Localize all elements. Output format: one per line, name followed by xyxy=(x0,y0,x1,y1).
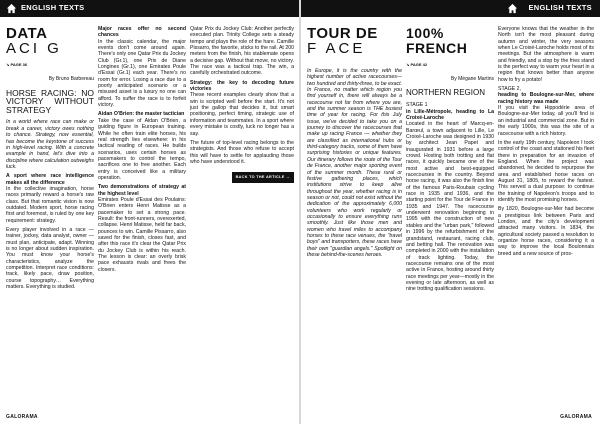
article-title xyxy=(6,26,94,56)
page-reference: ↘ PAGE 42 xyxy=(406,62,428,67)
title-line-1: TOUR DE xyxy=(307,26,378,42)
section-header-bar xyxy=(301,0,600,17)
stage-label: STAGE 1 xyxy=(406,102,428,109)
paragraph: Qatar Prix du Jockey Club: Another perfectly executed plan. Trinity College sets a steady tempo and plays the role of the hare. Camille Pissarro, the favorite, sticks to the rail. At 200 meters from the finish, his stablemate opens a decisive gap. Without that move, no victory. The race was a tactical trap. The win, a carefully orchestrated outcome. xyxy=(190,26,294,77)
page-reference: ↘ PAGE 36 xyxy=(6,62,28,67)
stage-heading: heading to Boulogne-sur-Mer, where racing history was made xyxy=(498,92,594,105)
home-icon[interactable] xyxy=(6,3,17,14)
stage-heading: in Lille-Métropole, heading to La Croixé-Laroche xyxy=(406,108,494,121)
footer-brand: GALORAMA xyxy=(6,414,38,420)
subheading: A sport where race intelligence makes all the difference xyxy=(6,173,94,186)
paragraph: Every player involved in a race — trainer, jockey, data analyst, owner — must plan, anticipate, adapt. Winning is no longer about sudden inspiration. You must know your horse's characteristics, analyze the competition. Interpret race conditions: track, likely pace, draw position, course topography… Everything matters. Everything is studied. xyxy=(6,226,94,291)
right-page xyxy=(301,0,600,424)
right-column-1 xyxy=(307,26,402,402)
paragraph: Emirates Poule d'Essai des Poulains: O'Brien enters Henri Matisse as a pacemaker to set a strong pace. Result: the front-runners, overexerted, collapse. Henri Matisse, held far back, pounces to win. Camille Pissarro, also saved for the finish, closes fast, and after this race it's clear the Qatar Prix du Jockey Club is within his reach. The lesson is clear: an overly brisk pace exhausts rivals and frees the closers. xyxy=(98,196,186,273)
paragraph: If you visit the Hippodérie area of Boulogne-sur-Mer today, all you'll find is an industrial and commercial zone. But in the early 1900s, this was the site of a racecourse with a rich history. xyxy=(498,105,594,137)
region-heading: NORTHERN REGION xyxy=(406,87,485,97)
byline: By Bruno Barbereau xyxy=(48,76,94,83)
section-label: ENGLISH TEXTS xyxy=(21,3,85,12)
left-page xyxy=(0,0,299,424)
paragraph: In the classic calendar, the major events don't come around again. There's only one Qatar Prix du Jockey Club (Gr.1), one Prix de Diane Longines (Gr.1), one Emirates Poule d'Essai (Gr.1) each year. There's no room for error. Losing a race due to a poorly anticipated scenario or a misused asset is a luxury no one can afford. To suffer the race is to forfeit victory. xyxy=(98,38,186,109)
footer-brand: GALORAMA xyxy=(560,414,592,420)
intro-paragraph: In Europe, it is the country with the highest number of active racecourses—two hundred and thirty-three, to be exact. In France, no matter which region you find yourself in, there will always be a racecourse not far from where you are, and the summer season is THE busiest time of year for racing. For this July issue, we've decided to take you on a journey to discover the racecourses that make up racing France — whether they are classified as international hubs or third-category tracks, some of them have surprising histories or unique features. Our itinerary follows the route of the Tour de France, another major sporting event of the summer month. These rural or festive gathering places, which institutions strive to keep alive throughout the year, whether racing is in season or not, could not exist without the dedication of the approximately 6,000 volunteers who work regularly or occasionally to ensure everything runs smoothly. Just like those men and women who travel miles to accompany horses to these race venues, the "travel boys" and transporters, these races have their own "guardian angels." Spotlight on these behind-the-scenes heroes. xyxy=(307,68,402,258)
title-line-2: F ACE xyxy=(307,40,366,57)
section-header-bar xyxy=(0,0,299,17)
subheading: Aidan O'Brien: the master tactician xyxy=(98,111,185,118)
subheading: Two demonstrations of strategy at the highest level xyxy=(98,184,186,197)
right-column-3 xyxy=(498,26,594,402)
stage-label: STAGE 2, xyxy=(498,86,521,93)
paragraph: Located in the heart of Marcq-en-Barœul, a town adjacent to Lille, Le Croixé-Laroche was designed in 1930 by architect Jean Papet and inaugurated in 1931 before a large crowd. Hosting both trotting and flat races, it quickly became one of the most active and best-equipped racecourses in the country. Beyond horse racing, it was also the finish line of the famous Paris-Roubaix cycling race in 1935 and 1936, and the starting point for the Tour de France in 1935 and 1947. The racecourse underwent renovation beginning in 1995 with the construction of new stables and the "urban park," followed in 1996 by the refurbishment of the grandstand, restaurant, racing club, and betting hall. The renovation was completed in 2000 with the installation of track lighting. Today, the racecourse remains one of the most active in France, hosting around thirty race meetings per year—mostly in the evening or late afternoon, as well as nine trotting qualification sessions. xyxy=(406,121,494,293)
paragraph: In the early 19th century, Napoleon I took control of the coast and stationed his fleet there in preparation for an invasion of England. When the project was abandoned, he decided to repurpose the area and established horse races on August 31, 1805, to reward the fastest. This served a dual purpose: to continue the training of Napoleon's troops and to identify the most promising horses. xyxy=(498,139,594,203)
paragraph: In the collective imagination, horse races primarily reward a horse's raw class. But that romantic vision is now outdated. Modern sport, horse racing first and foremost, is ruled by one key requirement: strategy. xyxy=(6,185,94,224)
section-label: ENGLISH TEXTS xyxy=(528,3,592,12)
left-column-2 xyxy=(98,26,186,402)
subheading: Major races offer no second chances xyxy=(98,26,186,39)
home-icon[interactable] xyxy=(507,3,518,14)
left-column-3 xyxy=(190,26,294,402)
left-column-1 xyxy=(6,26,94,402)
byline: By Mégane Martins xyxy=(450,76,494,83)
paragraph: Take the case of Aidan O'Brien, a guiding figure in European training. While he often train elite horses, his real strength lies elsewhere: in his tactical reading of races. He builds scenarios, uses certain horses as pacemakers to control the tempo, sacrifices one to free another. Each entry is conceived like a military operation. xyxy=(98,117,186,181)
title-line-1: DATA xyxy=(6,26,48,42)
paragraph: Everyone knows that the weather in the North isn't the most pleasant during autumn and winter, the very seasons when Le Croixé-Laroche holds most of its meetings. But the atmosphere is warm and friendly, and a stop by the fries stand is the perfect way to warm your heart in a region that knows better than anyone how to fry a potato! xyxy=(498,26,594,83)
title-line-2: ACI G xyxy=(6,40,62,57)
headline: HORSE RACING: NO VICTORY WITHOUT STRATEGY xyxy=(6,87,94,115)
article-title xyxy=(307,26,402,56)
intro-paragraph: In a world where race can make or break a career, victory owes nothing to chance. Strategy, now essential, has become the keystone of success in high-level racing. With a concrete example in hand, let's dive into a discipline where calculation outweighs luck. xyxy=(6,119,94,170)
back-to-article-button[interactable]: BACK TO THE ARTICLE → xyxy=(232,172,294,182)
paragraph: By 1820, Boulogne-sur-Mer had become a prestigious link between Paris and London, and the city's development attracted many visitors. In 1834, the agricultural society passed a resolution to organize horse races, considering it a way to improve the local Boulonnais breed and a new source of pros- xyxy=(498,206,594,257)
paragraph: These recent examples clearly show that a win is scripted well before the start. It's not just the gallop that decides it, but smart positioning, perfect timing, strategic use of information and teammates. In a sport where every mistake is costly, luck no longer has a say. xyxy=(190,92,294,137)
right-column-2 xyxy=(406,26,494,402)
paragraph: The future of top-level racing belongs to the strategists. And those who refuse to accept this will have to settle for applauding those who have understood it. xyxy=(190,139,294,165)
subheading: Strategy: the key to decoding future victories xyxy=(190,79,294,93)
article-title-2: 100% FRENCH xyxy=(406,26,468,56)
